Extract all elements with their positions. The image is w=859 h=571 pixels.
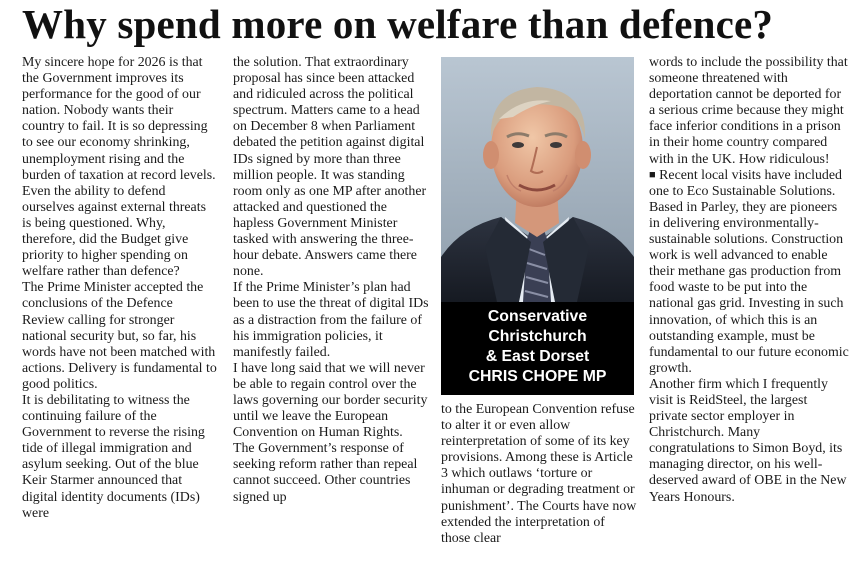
caption-author-name: CHRIS CHOPE MP [468,368,607,385]
paragraph: My sincere hope for 2026 is that the Government improves its performance for the good of our nation. Nobody wants their country to fail. It is so depressing to see our economy shrinking, unemployment rising and the burden of taxation at record levels. [22,55,216,183]
paragraph: The Prime Minister accepted the conclusions of the Defence Review calling for stronger national security but, so far, his words have not been matched with actions. Delivery is fundamental to good politics. [22,280,217,392]
paragraph: Another firm which I frequently visit is ReidSteel, the largest private sector employer in Christchurch. Many congratulations to Simon Boyd, its managing director, on his well-deserved award of OBE in the New Years Honours. [649,376,847,505]
caption-constituency-2: & East Dorset [485,348,590,365]
author-caption [441,307,634,387]
paragraph: If the Prime Minister’s plan had been to use the threat of digital IDs as a distraction from the failure of his immigration policies, it manifestly failed. [233,280,429,360]
author-photo-box [441,57,634,395]
article-column-4 [649,55,849,506]
article-column-2 [233,55,431,506]
paragraph: I have long said that we will never be able to regain control over the laws governing our border security until we leave the European Convention on Human Rights. [233,360,428,441]
square-bullet-icon: ■ [649,168,656,181]
caption-party: Conservative [487,308,588,325]
caption-constituency: Christchurch [488,328,587,345]
article-column-1 [22,55,218,522]
paragraph: to the European Convention refuse to alter it or even allow reinterpretation of some of its key provisions. Among these is Article 3 which outlaws ‘torture or inhuman or degrading treatment or punishment’. The Courts have now extended the interpretation of those clear [441,402,637,546]
paragraph: words to include the possibility that someone threatened with deportation cannot be deported for a serious crime because they might face inferior conditions in a prison in their home country compared with in the UK. How ridiculous! [649,55,848,167]
article-column-3 [441,402,637,547]
headline: Why spend more on welfare than defence? [22,1,774,47]
paragraph-with-bullet [649,168,849,377]
paragraph: It is debilitating to witness the continuing failure of the Government to reverse the rising tide of illegal immigration and asylum seeking. Out of the blue Keir Starmer announced that digital identity documents (IDs) were [22,392,205,521]
paragraph: The Government’s response of seeking reform rather than repeal cannot succeed. Other countries signed up [233,441,418,505]
paragraph: Even the ability to defend ourselves against external threats is being questioned. Why, therefore, did the Budget give priority to higher spending on welfare rather than defence? [22,183,206,280]
paragraph: the solution. That extraordinary proposal has since been attacked and ridiculed across the political spectrum. Matters came to a head on December 8 when Parliament debated the petition against digital IDs signed by more than three million people. It was standing room only as one MP after another attacked and questioned the hapless Government Minister tasked with answering the three-hour debate. Answers came there none. [233,55,427,280]
paragraph-text: Recent local visits have included one to Eco Sustainable Solutions. Based in Parley, they are pioneers in delivering environmentally-sustainable solutions. Construction work is well advanced to enable their methane gas production from food waste to be put into the national gas grid. Investing in such innovation, of which this is an outstanding example, must be fundamental to our future economic growth. [649,167,849,376]
author-portrait [441,57,634,302]
